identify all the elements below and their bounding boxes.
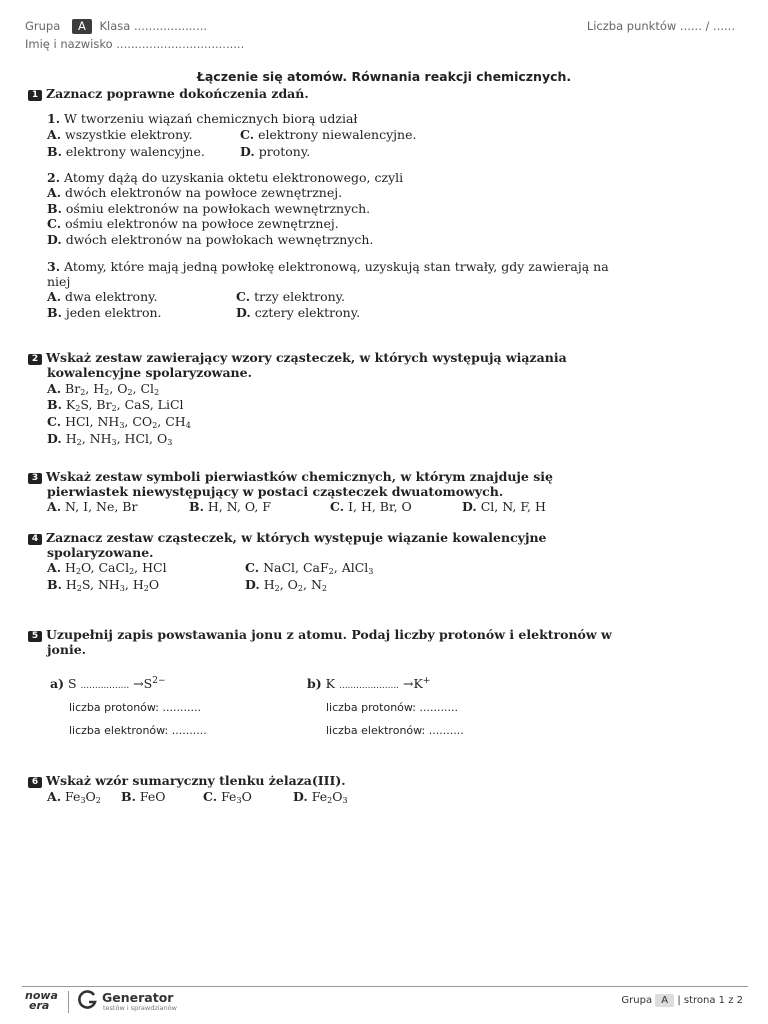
question-text: Atomy, które mają jedną powłokę elektronową, uzyskują stan trwały, gdy zawierają na — [64, 259, 609, 274]
task-1-instruction — [28, 86, 309, 102]
option-text: ośmiu elektronów na powłoce zewnętrznej. — [65, 216, 339, 231]
option-letter: B. — [47, 397, 62, 412]
option-text: Cl, N, F, H — [480, 499, 546, 514]
q3-option-d[interactable] — [236, 305, 360, 321]
option-letter: D. — [462, 499, 477, 514]
generator-icon — [78, 990, 98, 1014]
option-letter: A. — [47, 560, 62, 575]
footer-group-badge: A — [655, 994, 674, 1007]
protons-field-a[interactable]: liczba protonów: ........... — [69, 701, 201, 714]
logo-text: nowa — [25, 989, 58, 1002]
ion-charge: 2− — [152, 676, 166, 686]
q2-option-b[interactable] — [47, 201, 370, 217]
t4-option-a[interactable]: A. $H_2O$, CaCl$_2$, HCl — [47, 560, 167, 576]
option-letter: B. — [189, 499, 204, 514]
instruction-text: Wskaż wzór sumaryczny tlenku żelaza(III). — [46, 773, 346, 788]
option-letter: B. — [47, 201, 62, 216]
q2-option-d[interactable] — [47, 232, 373, 248]
points-label: Liczba punktów ...... / ...... — [586, 19, 735, 33]
group-badge: A — [72, 19, 92, 34]
option-text: elektrony walencyjne. — [65, 144, 205, 159]
t4-option-d[interactable]: D. $H_2$, $O_2$, $N_2$ — [245, 577, 327, 593]
electrons-field-a[interactable]: liczba elektronów: .......... — [69, 724, 207, 737]
option-text: elektrony niewalencyjne. — [258, 127, 417, 142]
task-5-instruction-cont: jonie. — [47, 642, 87, 657]
option-text: trzy elektrony. — [254, 289, 346, 304]
option-text: dwóch elektronów na powłoce zewnętrznej. — [65, 185, 343, 200]
question-number: 2. — [47, 170, 61, 185]
task-4-instruction — [28, 530, 547, 546]
logo-text: era — [29, 999, 50, 1012]
class-label: Klasa .................... — [99, 19, 208, 33]
instruction-text: Wskaż zestaw zawierający wzory cząsteczek, w których występują wiązania — [46, 350, 567, 365]
task-2-instruction — [28, 350, 567, 366]
arrow-icon: → — [133, 676, 144, 691]
option-text: N, I, Ne, Br — [65, 499, 138, 514]
option-letter: D. — [245, 577, 260, 592]
t2-option-d[interactable]: D. $H_2$, $NH_3$, HCl, $O_3$ — [47, 431, 173, 447]
option-letter: C. — [203, 789, 218, 804]
option-letter: C. — [47, 414, 62, 429]
atom-symbol: K — [325, 676, 335, 691]
name-label: Imię i nazwisko ................................... — [25, 37, 245, 51]
task-number: 5 — [28, 631, 42, 642]
question-number: 1. — [47, 111, 61, 126]
instruction-text: Wskaż zestaw symboli pierwiastków chemicznych, w którym znajduje się — [46, 469, 553, 484]
option-text: ośmiu elektronów na powłokach wewnętrznych. — [65, 201, 371, 216]
question-text: W tworzeniu wiązań chemicznych biorą udział — [64, 111, 358, 126]
option-text: I, H, Br, O — [348, 499, 412, 514]
option-letter: D. — [293, 789, 308, 804]
option-letter: A. — [47, 289, 62, 304]
ion-symbol: S — [143, 676, 153, 691]
option-letter: C. — [240, 127, 255, 142]
t3-option-a[interactable] — [47, 499, 137, 515]
footer-divider — [22, 986, 748, 987]
t2-option-b[interactable]: B. $K_2S$, $Br_2$, CaS, LiCl — [47, 397, 184, 413]
ion-equation-b[interactable] — [307, 676, 430, 694]
t2-option-c[interactable]: C. HCl, $NH_3$, $CO_2$, $CH_4$ — [47, 414, 191, 430]
option-letter: D. — [47, 431, 62, 446]
option-letter: A. — [47, 127, 62, 142]
q3-question-cont: niej — [47, 274, 71, 289]
footer-group-label: Grupa — [621, 995, 653, 1006]
ion-symbol: K — [413, 676, 423, 691]
task-number: 1 — [28, 90, 42, 101]
option-letter: D. — [236, 305, 251, 320]
q1-option-d[interactable] — [240, 144, 310, 160]
t2-option-a[interactable]: A. $Br_2$, $H_2$, $O_2$, $Cl_2$ — [47, 381, 160, 397]
q1-question — [47, 111, 357, 127]
logo-divider — [68, 991, 69, 1013]
instruction-text: Zaznacz zestaw cząsteczek, w których występuje wiązanie kowalencyjne — [46, 530, 547, 545]
t3-option-c[interactable] — [330, 499, 412, 515]
group-field — [25, 19, 207, 34]
t6-option-c[interactable]: C. $Fe_3O$ — [203, 789, 252, 805]
option-text: protony. — [258, 144, 311, 159]
option-text: wszystkie elektrony. — [65, 127, 193, 142]
generator-tagline: testów i sprawdzianów — [103, 1004, 177, 1012]
q1-option-a[interactable] — [47, 127, 193, 143]
task-5-instruction — [28, 627, 612, 643]
answer-blank[interactable]: ................. — [80, 681, 130, 691]
q3-option-b[interactable] — [47, 305, 162, 321]
page-number: | strona 1 z 2 — [677, 995, 743, 1006]
option-letter: B. — [121, 789, 136, 804]
option-letter: C. — [236, 289, 251, 304]
option-letter: D. — [47, 232, 62, 247]
answer-blank[interactable]: ..................... — [338, 681, 400, 691]
option-text: H, N, O, F — [207, 499, 271, 514]
nowa-era-logo — [25, 991, 58, 1011]
task-number: 4 — [28, 534, 42, 545]
q1-option-b[interactable] — [47, 144, 205, 160]
q2-option-c[interactable] — [47, 216, 339, 232]
t3-option-d[interactable] — [462, 499, 546, 515]
arrow-icon: → — [403, 676, 414, 691]
task-number: 3 — [28, 473, 42, 484]
q3-question — [47, 259, 609, 275]
electrons-field-b[interactable]: liczba elektronów: .......... — [326, 724, 464, 737]
task-3-instruction-cont: pierwiastek niewystępujący w postaci cząsteczek dwuatomowych. — [47, 484, 504, 499]
option-letter: B. — [47, 305, 62, 320]
t3-option-b[interactable] — [189, 499, 271, 515]
task-6-instruction — [28, 773, 346, 789]
t6-option-b[interactable]: B. FeO — [121, 789, 166, 804]
option-letter: C. — [47, 216, 62, 231]
option-letter: A. — [47, 499, 62, 514]
t6-option-d[interactable]: D. $Fe_2O_3$ — [293, 789, 348, 805]
q3-option-c[interactable] — [236, 289, 345, 305]
option-text: dwa elektrony. — [65, 289, 158, 304]
question-text: Atomy dążą do uzyskania oktetu elektronowego, czyli — [64, 170, 404, 185]
option-letter: A. — [47, 381, 62, 396]
page-indicator — [621, 994, 743, 1007]
option-letter: A. — [47, 185, 62, 200]
task-number: 2 — [28, 354, 42, 365]
generator-brand: Generator — [102, 990, 174, 1005]
option-letter: A. — [47, 789, 62, 804]
option-letter: C. — [245, 560, 260, 575]
task-2-instruction-cont: kowalencyjne spolaryzowane. — [47, 365, 252, 380]
option-letter: B. — [47, 144, 62, 159]
task-3-instruction — [28, 469, 553, 485]
option-letter: D. — [240, 144, 255, 159]
task-number: 6 — [28, 777, 42, 788]
t6-option-a[interactable]: A. $Fe_3O_2$ — [47, 789, 101, 805]
instruction-text: Uzupełnij zapis powstawania jonu z atomu. Podaj liczby protonów i elektronów w — [46, 627, 612, 642]
item-label: a) — [50, 676, 65, 691]
option-letter: C. — [330, 499, 345, 514]
item-label: b) — [307, 676, 322, 691]
t4-option-b[interactable]: B. $H_2S$, $NH_3$, $H_2O$ — [47, 577, 160, 593]
option-text: cztery elektrony. — [254, 305, 361, 320]
q1-option-c[interactable] — [240, 127, 416, 143]
q2-option-a[interactable] — [47, 185, 342, 201]
protons-field-b[interactable]: liczba protonów: ........... — [326, 701, 458, 714]
ion-equation-a[interactable] — [50, 676, 166, 694]
option-text: dwóch elektronów na powłokach wewnętrznych. — [65, 232, 374, 247]
instruction-text: Zaznacz poprawne dokończenia zdań. — [46, 86, 309, 101]
page-title: Łączenie się atomów. Równania reakcji chemicznych. — [196, 69, 572, 84]
option-letter: B. — [47, 577, 62, 592]
ion-charge: + — [422, 676, 431, 686]
question-number: 3. — [47, 259, 61, 274]
q2-question — [47, 170, 403, 186]
option-text: jeden elektron. — [65, 305, 162, 320]
t4-option-c[interactable]: C. NaCl, CaF$_2$, AlCl$_3$ — [245, 560, 374, 576]
atom-symbol: S — [68, 676, 77, 691]
group-label: Grupa — [25, 19, 61, 33]
task-4-instruction-cont: spolaryzowane. — [47, 545, 154, 560]
q3-option-a[interactable] — [47, 289, 158, 305]
